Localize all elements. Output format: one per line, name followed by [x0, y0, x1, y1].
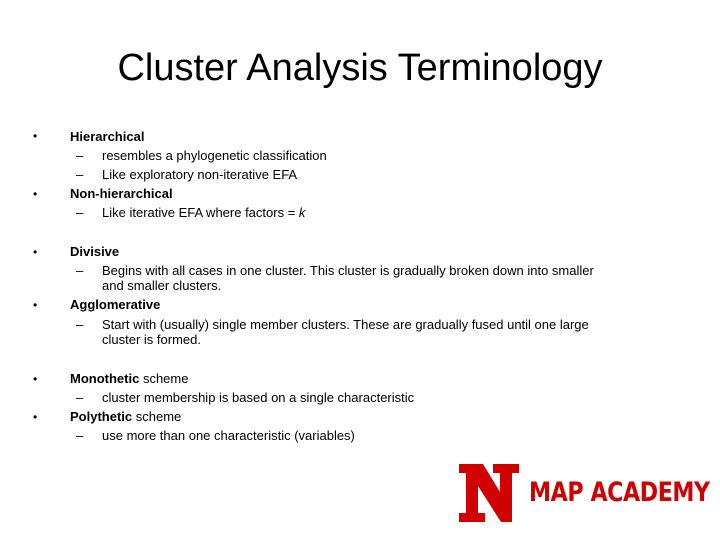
- dash-marker: –: [76, 167, 84, 182]
- variable-k: k: [298, 205, 306, 220]
- term-label: Agglomerative: [70, 297, 161, 312]
- nebraska-n-icon: [459, 464, 519, 522]
- term-label: Divisive: [70, 244, 120, 259]
- term-label: Non-hierarchical: [70, 186, 173, 201]
- sub-item-text: resembles a phylogenetic classification: [102, 148, 327, 163]
- sub-item-continuation: cluster is formed.: [102, 332, 201, 347]
- term-polythetic: [70, 407, 181, 426]
- sub-item: [76, 146, 327, 165]
- term-label: Hierarchical: [70, 129, 145, 144]
- bullet-marker: •: [33, 410, 38, 424]
- term-agglomerative: [70, 295, 160, 314]
- term-monothetic: [70, 369, 188, 388]
- term-non-hierarchical: [70, 184, 173, 203]
- sub-item-text: Like iterative EFA where factors =: [102, 205, 299, 220]
- term-label: Polythetic: [70, 409, 133, 424]
- sub-item-text: Begins with all cases in one cluster. This cluster is gradually broken down into smaller: [102, 263, 594, 278]
- dash-marker: –: [76, 263, 84, 278]
- sub-item: [76, 165, 297, 184]
- sub-item-text: use more than one characteristic (variables): [102, 428, 355, 443]
- dash-marker: –: [76, 205, 84, 220]
- logo-text: MAP ACADEMY: [529, 477, 710, 508]
- term-suffix: scheme: [132, 409, 182, 424]
- dash-marker: –: [76, 317, 84, 332]
- dash-marker: –: [76, 428, 84, 443]
- slide-title: Cluster Analysis Terminology: [117, 47, 603, 89]
- bullet-marker: •: [33, 372, 38, 386]
- sub-item-continuation: and smaller clusters.: [102, 278, 222, 293]
- dash-marker: –: [76, 390, 84, 405]
- sub-item: [76, 426, 355, 445]
- bullet-marker: •: [33, 187, 38, 201]
- sub-item: [76, 388, 414, 407]
- sub-item-text: Start with (usually) single member clusters. These are gradually fused until one large: [102, 317, 589, 332]
- sub-item: [76, 203, 305, 222]
- dash-marker: –: [76, 148, 84, 163]
- sub-item-text: cluster membership is based on a single characteristic: [102, 390, 415, 405]
- term-label: Monothetic: [70, 371, 140, 386]
- term-suffix: scheme: [139, 371, 189, 386]
- bullet-marker: •: [33, 129, 38, 143]
- term-hierarchical: [70, 127, 144, 146]
- bullet-marker: •: [33, 298, 38, 312]
- bullet-marker: •: [33, 245, 38, 259]
- term-divisive: [70, 242, 119, 261]
- sub-item-text: Like exploratory non-iterative EFA: [102, 167, 298, 182]
